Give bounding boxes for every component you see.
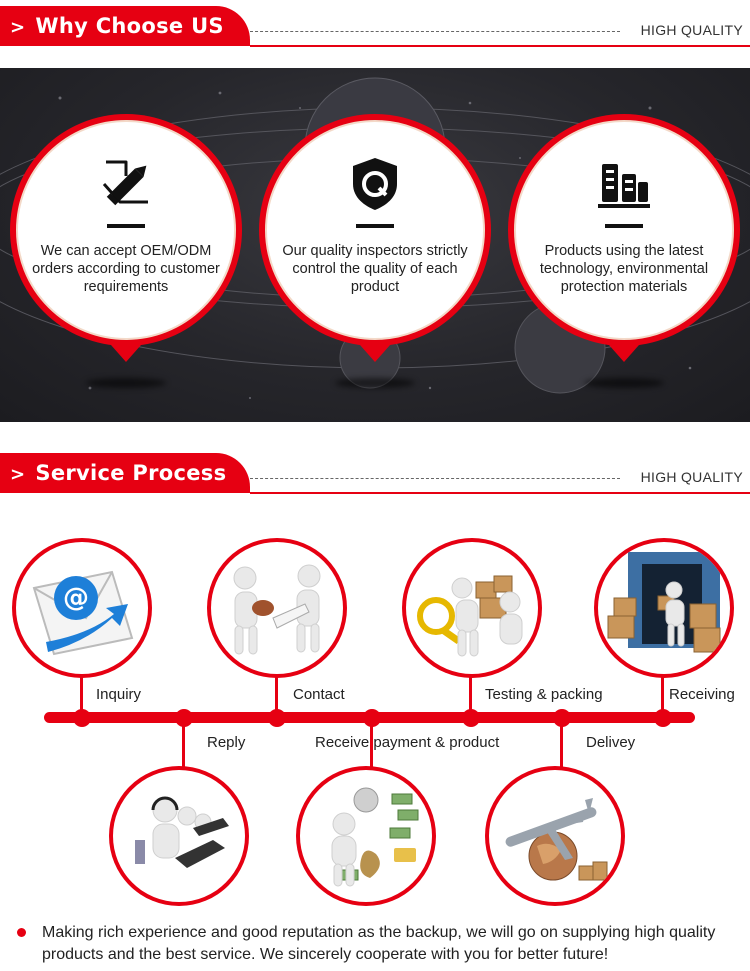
feature-quality-inspection bbox=[259, 114, 491, 364]
feature-oem-odm bbox=[10, 114, 242, 364]
handshake-figures-icon bbox=[211, 542, 343, 674]
step-inquiry bbox=[12, 538, 152, 678]
footer-statement: Making rich experience and good reputation as the backup, we will go on supplying high quality products and the best service. We sincerely cooperate with you for better future! bbox=[42, 924, 716, 963]
timeline-dot bbox=[462, 709, 480, 727]
feature-text: We can accept OEM/ODM orders according to customer requirements bbox=[32, 243, 220, 295]
section-title: Why Choose US bbox=[35, 14, 224, 38]
pencil-edit-icon bbox=[96, 154, 156, 214]
timeline-dot bbox=[654, 709, 672, 727]
airplane-globe-icon bbox=[489, 770, 621, 902]
step-image bbox=[16, 542, 148, 674]
call-center-icon bbox=[113, 770, 245, 902]
timeline-dot bbox=[175, 709, 193, 727]
svg-text:@: @ bbox=[63, 583, 89, 613]
section-header-service-process bbox=[0, 447, 750, 497]
bullet-dot bbox=[17, 928, 26, 937]
section-tag: HIGH QUALITY bbox=[640, 469, 743, 485]
chevron-right-icon: > bbox=[10, 17, 26, 38]
feature-dash bbox=[107, 224, 145, 228]
money-coins-icon bbox=[300, 770, 432, 902]
section-title: Service Process bbox=[35, 461, 227, 485]
dashed-divider bbox=[250, 478, 620, 479]
feature-circle bbox=[10, 114, 242, 346]
dashed-divider bbox=[250, 31, 620, 32]
timeline-dot bbox=[73, 709, 91, 727]
step-image bbox=[406, 542, 538, 674]
section-title-tab bbox=[0, 6, 250, 46]
step-testing-packing bbox=[402, 538, 542, 678]
feature-inner bbox=[265, 120, 485, 340]
process-label-testing-packing: Testing & packing bbox=[485, 686, 603, 703]
process-label-inquiry: Inquiry bbox=[96, 686, 142, 703]
feature-circle bbox=[508, 114, 740, 346]
step-receive-payment bbox=[296, 766, 436, 906]
feature-inner bbox=[16, 120, 236, 340]
timeline-dot bbox=[363, 709, 381, 727]
factory-building-icon bbox=[594, 154, 654, 214]
magnifier-boxes-icon bbox=[406, 542, 538, 674]
step-image bbox=[489, 770, 621, 902]
step-image bbox=[211, 542, 343, 674]
email-at-icon bbox=[16, 542, 148, 674]
red-divider bbox=[250, 45, 750, 47]
process-label-delivery: Delivey bbox=[586, 734, 636, 751]
step-receiving bbox=[594, 538, 734, 678]
feature-dash bbox=[605, 224, 643, 228]
drop-shadow bbox=[335, 378, 415, 388]
process-label-receive-payment: Receive payment & product bbox=[315, 734, 500, 751]
feature-circle bbox=[259, 114, 491, 346]
step-delivery bbox=[485, 766, 625, 906]
why-choose-banner bbox=[0, 68, 750, 422]
feature-dash bbox=[356, 224, 394, 228]
step-image bbox=[598, 542, 730, 674]
chevron-right-icon: > bbox=[10, 464, 26, 485]
section-tag: HIGH QUALITY bbox=[640, 22, 743, 38]
timeline-dot bbox=[553, 709, 571, 727]
process-label-reply: Reply bbox=[207, 734, 246, 751]
timeline-dot bbox=[268, 709, 286, 727]
step-contact bbox=[207, 538, 347, 678]
step-image bbox=[300, 770, 432, 902]
step-image bbox=[113, 770, 245, 902]
section-title-tab bbox=[0, 453, 250, 493]
shield-q-icon bbox=[345, 154, 405, 214]
red-divider bbox=[250, 492, 750, 494]
process-label-contact: Contact bbox=[293, 686, 345, 703]
step-reply bbox=[109, 766, 249, 906]
feature-inner bbox=[514, 120, 734, 340]
warehouse-container-icon bbox=[598, 542, 730, 674]
feature-text: Our quality inspectors strictly control the quality of each product bbox=[282, 243, 468, 295]
feature-text: Products using the latest technology, environmental protection materials bbox=[539, 243, 709, 295]
drop-shadow bbox=[584, 378, 664, 388]
section-header-why-choose bbox=[0, 0, 750, 50]
feature-latest-technology bbox=[508, 114, 740, 364]
drop-shadow bbox=[86, 378, 166, 388]
process-label-receiving: Receiving bbox=[669, 686, 735, 703]
